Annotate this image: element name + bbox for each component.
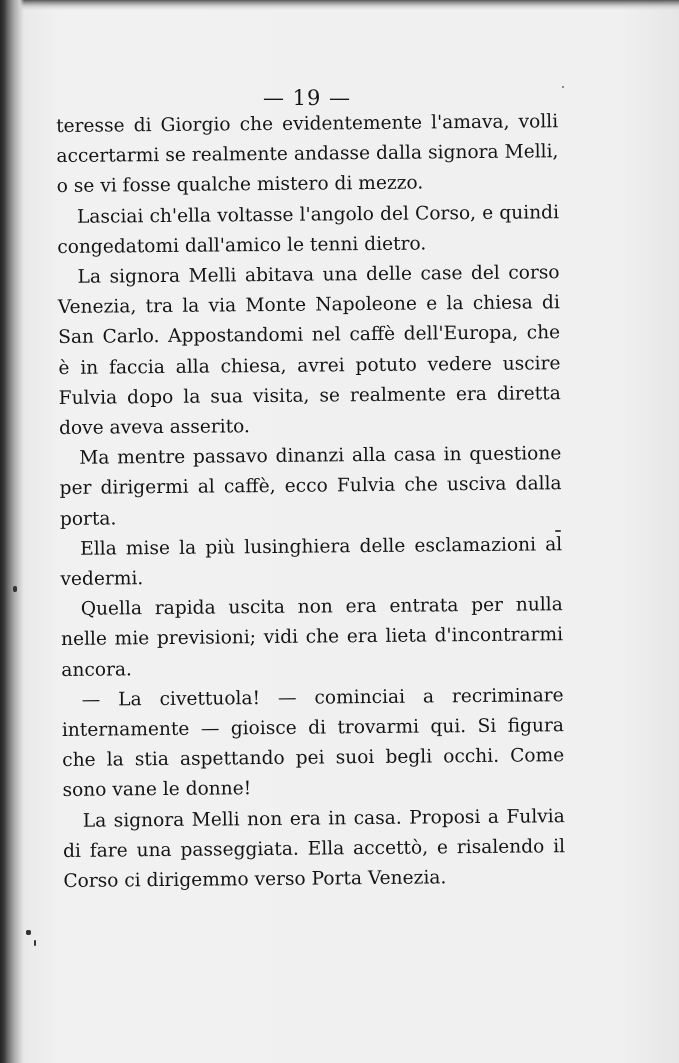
page-number-header xyxy=(0,86,600,110)
paragraph: Ma mentre passavo dinanzi alla casa in questione per dirigermi al caffè, ecco Fulvia che usciva dalla porta. xyxy=(59,443,562,530)
paragraph: teresse di Giorgio che evidentemente l'amava, volli accertarmi se realmente andasse dalla signora Melli, o se vi fosse qualche mistero di mezzo. xyxy=(56,111,559,198)
paragraph: Ella mise la più lusinghiera delle esclamazioni al vedermi. xyxy=(60,534,563,591)
paragraph: La signora Melli non era in casa. Proposi a Fulvia di fare una passeggiata. Ella accettò, e risalendo il Corso ci dirigemmo verso Porta Venezia. xyxy=(62,805,566,893)
paragraph: Lasciai ch'ella voltasse l'angolo del Corso, e quindi congedatomi dall'amico le tenni dietro. xyxy=(57,201,560,258)
ink-speck xyxy=(34,940,36,946)
page-top-edge xyxy=(0,0,679,10)
paragraph: Quella rapida uscita non era entrata per nulla nelle mie previsioni; vidi che era lieta d'incontrarmi ancora. xyxy=(60,594,564,681)
book-spine-shadow xyxy=(0,0,24,1063)
paragraph: La signora Melli abitava una delle case del corso Venezia, tra la via Monte Napoleone e la chiesa di San Carlo. Appostandomi nel caffè dell'Europa, che è in faccia alla chiesa, avrei potuto vedere uscire Fulvia dopo la sua visita, se realmente era diretta dove aveva asserito. xyxy=(57,262,561,440)
paragraph: — La civettuola! — cominciai a recriminare internamente — gioisce di trovarmi qui. Si figura che la stia aspettando pei suoi begli occhi. Come sono vane le donne! xyxy=(61,685,565,802)
page-number: — 19 — xyxy=(262,86,352,110)
ink-speck xyxy=(26,930,31,935)
ink-speck xyxy=(13,586,17,592)
body-text xyxy=(56,107,566,897)
